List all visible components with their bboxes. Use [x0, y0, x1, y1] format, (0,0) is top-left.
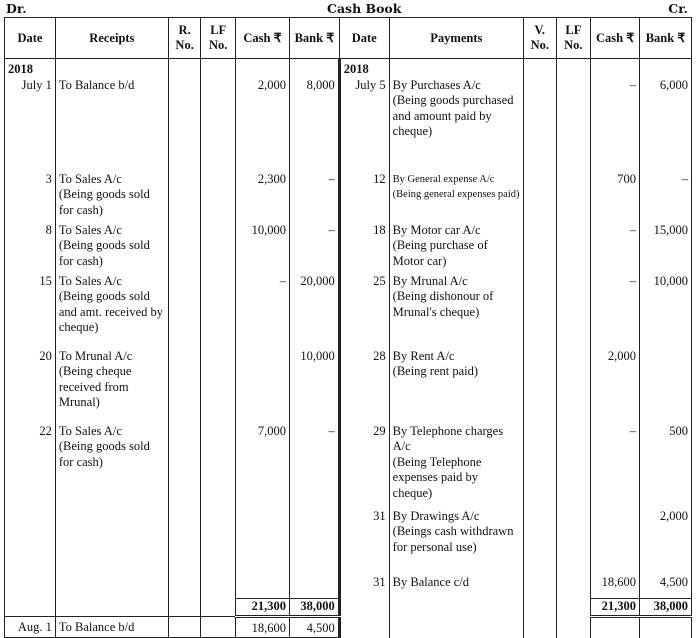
entry-cash-receipts: 2,300 [236, 172, 290, 223]
entry-cash-payments: 2,000 [591, 349, 640, 424]
entry-v-no [524, 424, 557, 509]
col-bank-payments: Bank ₹ [640, 18, 692, 59]
table-row [5, 223, 692, 274]
entry-cash-receipts: 2,000 [236, 78, 290, 172]
total-cash-payments: 21,300 [591, 599, 640, 617]
entry-cash-payments: – [591, 274, 640, 349]
entry-date-receipts: 3 [5, 172, 56, 223]
column-header-row [5, 18, 692, 59]
entry-r-no [168, 78, 201, 172]
entry-r-no [168, 172, 201, 223]
entry-cash-payments: 18,600 [591, 575, 640, 599]
cash-book-table [4, 17, 692, 638]
col-cash-payments: Cash ₹ [591, 18, 640, 59]
entry-particulars-payments: By Balance c/d [389, 575, 523, 599]
entry-particulars-receipts: To Sales A/c (Being goods sold for cash) [55, 172, 168, 223]
entry-lf-receipts [201, 223, 236, 274]
entry-cash-payments [591, 509, 640, 575]
entry-bank-payments: – [640, 172, 692, 223]
entry-cash-payments: 700 [591, 172, 640, 223]
entry-lf-payments [556, 509, 591, 575]
entry-v-no [524, 172, 557, 223]
entry-lf-payments [556, 424, 591, 509]
entry-particulars-receipts [55, 509, 168, 575]
col-date-receipts: Date [5, 18, 56, 59]
entry-bank-payments: 2,000 [640, 509, 692, 575]
table-row [5, 575, 692, 599]
entry-date-payments: 29 [339, 424, 389, 509]
entry-cash-payments: – [591, 78, 640, 172]
col-bank-receipts: Bank ₹ [289, 18, 339, 59]
entry-v-no [524, 509, 557, 575]
total-bank-payments: 38,000 [640, 599, 692, 617]
table-row [5, 509, 692, 575]
table-row [5, 172, 692, 223]
closing-particulars: To Balance b/d [55, 616, 168, 638]
entry-particulars-receipts: To Sales A/c (Being goods sold and amt. received by cheque) [55, 274, 168, 349]
entry-date-receipts: 20 [5, 349, 56, 424]
entry-date-payments: 25 [339, 274, 389, 349]
col-lf-receipts: LF No. [201, 18, 236, 59]
entry-bank-payments: 500 [640, 424, 692, 509]
entry-lf-receipts [201, 349, 236, 424]
year-row [5, 59, 692, 78]
col-date-payments: Date [339, 18, 389, 59]
entry-bank-payments [640, 349, 692, 424]
col-receipts: Receipts [55, 18, 168, 59]
entry-particulars-payments: By Mrunal A/c (Being dishonour of Mrunal's cheque) [389, 274, 523, 349]
entry-lf-payments [556, 223, 591, 274]
col-r-no: R. No. [168, 18, 201, 59]
entry-lf-receipts [201, 78, 236, 172]
entry-r-no [168, 424, 201, 509]
entry-bank-receipts: 8,000 [289, 78, 339, 172]
table-row [5, 424, 692, 509]
entry-lf-receipts [201, 274, 236, 349]
closing-bank: 4,500 [289, 616, 339, 638]
entry-date-payments: 12 [339, 172, 389, 223]
entry-v-no [524, 575, 557, 599]
entry-particulars-payments: By General expense A/c (Being general expenses paid) [389, 172, 523, 223]
entry-particulars-receipts [55, 575, 168, 599]
entry-bank-payments: 10,000 [640, 274, 692, 349]
entry-cash-payments: – [591, 223, 640, 274]
entry-r-no [168, 509, 201, 575]
closing-date: Aug. 1 [5, 616, 56, 638]
entry-r-no [168, 223, 201, 274]
entry-date-receipts: 22 [5, 424, 56, 509]
entry-v-no [524, 78, 557, 172]
entry-bank-payments: 15,000 [640, 223, 692, 274]
col-lf-payments: LF No. [556, 18, 591, 59]
entry-lf-receipts [201, 575, 236, 599]
entry-lf-payments [556, 78, 591, 172]
credit-label: Cr. [668, 1, 688, 16]
entry-r-no [168, 349, 201, 424]
entry-r-no [168, 575, 201, 599]
entry-bank-payments: 4,500 [640, 575, 692, 599]
entry-date-payments: 31 [339, 575, 389, 599]
closing-cash: 18,600 [236, 616, 290, 638]
entry-lf-receipts [201, 509, 236, 575]
entry-lf-receipts [201, 172, 236, 223]
table-row [5, 349, 692, 424]
entry-bank-receipts: – [289, 223, 339, 274]
entry-r-no [168, 274, 201, 349]
entry-bank-receipts [289, 575, 339, 599]
entry-date-receipts: July 1 [5, 78, 56, 172]
entry-date-receipts [5, 575, 56, 599]
entry-cash-receipts: – [236, 274, 290, 349]
entry-cash-receipts [236, 349, 290, 424]
entry-v-no [524, 274, 557, 349]
table-row [5, 274, 692, 349]
entry-particulars-payments: By Drawings A/c (Beings cash withdrawn for personal use) [389, 509, 523, 575]
entry-cash-receipts [236, 575, 290, 599]
entry-particulars-receipts: To Sales A/c (Being goods sold for cash) [55, 424, 168, 509]
entry-date-payments: 18 [339, 223, 389, 274]
year-receipts: 2018 [5, 59, 56, 78]
total-cash-receipts: 21,300 [236, 599, 290, 617]
entry-particulars-payments: By Purchases A/c (Being goods purchased and amount paid by cheque) [389, 78, 523, 172]
entry-particulars-payments: By Telephone charges A/c (Being Telephone expenses paid by cheque) [389, 424, 523, 509]
entry-bank-receipts: 10,000 [289, 349, 339, 424]
entry-lf-payments [556, 172, 591, 223]
entry-bank-receipts: – [289, 172, 339, 223]
entry-lf-payments [556, 349, 591, 424]
entry-cash-receipts [236, 509, 290, 575]
entry-lf-payments [556, 274, 591, 349]
entry-cash-payments: – [591, 424, 640, 509]
entry-date-receipts [5, 509, 56, 575]
totals-row [5, 599, 692, 617]
entry-particulars-payments: By Motor car A/c (Being purchase of Motor car) [389, 223, 523, 274]
entry-v-no [524, 349, 557, 424]
col-v-no: V. No. [524, 18, 557, 59]
col-payments: Payments [389, 18, 523, 59]
debit-label: Dr. [6, 1, 27, 16]
entry-date-payments: 28 [339, 349, 389, 424]
entry-lf-receipts [201, 424, 236, 509]
page-header [0, 0, 696, 17]
entry-bank-payments: 6,000 [640, 78, 692, 172]
entry-bank-receipts [289, 509, 339, 575]
entry-particulars-payments: By Rent A/c (Being rent paid) [389, 349, 523, 424]
book-title: Cash Book [327, 1, 402, 16]
entry-lf-payments [556, 575, 591, 599]
entry-cash-receipts: 10,000 [236, 223, 290, 274]
entry-date-payments: 31 [339, 509, 389, 575]
entry-date-payments: July 5 [339, 78, 389, 172]
entry-bank-receipts: 20,000 [289, 274, 339, 349]
entry-cash-receipts: 7,000 [236, 424, 290, 509]
entry-particulars-receipts: To Sales A/c (Being goods sold for cash) [55, 223, 168, 274]
entry-particulars-receipts: To Mrunal A/c (Being cheque received from Mrunal) [55, 349, 168, 424]
entry-v-no [524, 223, 557, 274]
entry-date-receipts: 8 [5, 223, 56, 274]
col-cash-receipts: Cash ₹ [236, 18, 290, 59]
table-row [5, 78, 692, 172]
closing-row [5, 616, 692, 638]
total-bank-receipts: 38,000 [289, 599, 339, 617]
year-payments: 2018 [339, 59, 389, 78]
entry-date-receipts: 15 [5, 274, 56, 349]
entry-particulars-receipts: To Balance b/d [55, 78, 168, 172]
entry-bank-receipts: – [289, 424, 339, 509]
